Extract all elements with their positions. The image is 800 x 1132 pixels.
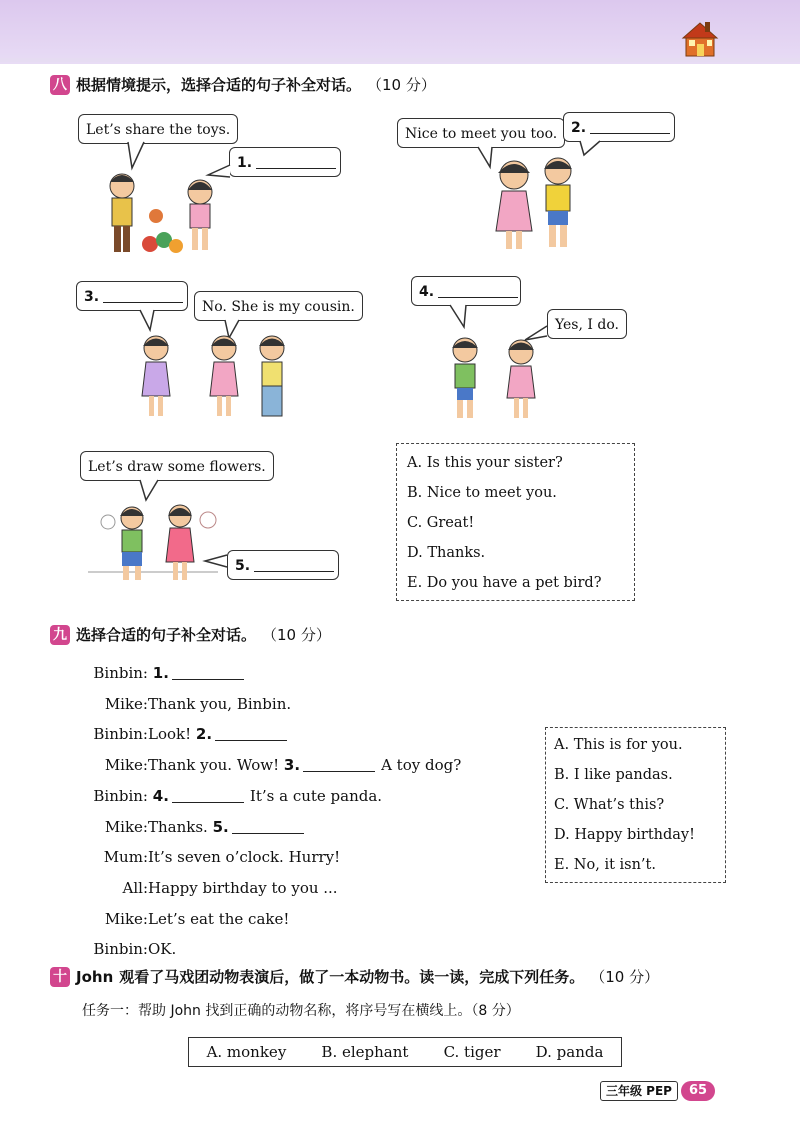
option-8-d: D. Thanks. xyxy=(407,545,486,561)
answer-bubble-1 xyxy=(229,147,341,177)
task-1-instruction: 任务一：帮助 John 找到正确的动物名称，将序号写在横线上。（8 分） xyxy=(82,1003,520,1019)
grade-label: 三年级 PEP xyxy=(600,1081,678,1101)
dialogue-blank-line[interactable] xyxy=(172,665,244,680)
option-9-b: B. I like pandas. xyxy=(554,767,673,783)
dialogue-line xyxy=(0,750,461,780)
blank-5-num: 5. xyxy=(235,558,251,574)
option-8-e: E. Do you have a pet bird? xyxy=(407,575,602,591)
option-9-d: D. Happy birthday! xyxy=(554,827,695,843)
dialogue-speaker: Binbin: xyxy=(93,664,148,682)
dialogue-blank-number: 3. xyxy=(283,756,301,775)
dialogue-line xyxy=(0,719,293,749)
page-footer xyxy=(600,1080,715,1102)
dialogue-text-after: A toy dog? xyxy=(381,756,462,775)
dialogue-blank-number: 5. xyxy=(212,817,229,836)
blank-1-num: 1. xyxy=(237,155,253,171)
dialogue-line xyxy=(0,812,310,842)
option-8-b: B. Nice to meet you. xyxy=(407,485,557,501)
dialogue-blank-line[interactable] xyxy=(215,726,287,741)
animal-names-box xyxy=(188,1037,622,1067)
section10-badge: 十 xyxy=(50,967,70,987)
bubble-1: Let’s share the toys. xyxy=(78,114,238,144)
dialogue-text: Let’s eat the cake! xyxy=(148,909,290,928)
dialogue-speaker: Mike: xyxy=(104,756,148,775)
blank-1-line[interactable] xyxy=(256,154,336,169)
section10-points: （10 分） xyxy=(590,968,660,986)
dialogue-line xyxy=(0,873,338,903)
blank-5-line[interactable] xyxy=(254,557,334,572)
dialogue-speaker: Binbin: xyxy=(93,725,148,744)
blank-4-line[interactable] xyxy=(438,283,518,298)
section10-header xyxy=(50,966,659,987)
dialogue-text: Happy birthday to you ... xyxy=(148,878,338,897)
dialogue-text: Thank you, Binbin. xyxy=(148,694,292,713)
dialogue-line xyxy=(0,842,340,872)
section9-title: 选择合适的句子补全对话。 xyxy=(76,626,257,644)
dialogue-text: Thanks. xyxy=(148,817,208,836)
blank-3-line[interactable] xyxy=(103,288,183,303)
page-number: 65 xyxy=(681,1081,715,1101)
dialogue-speaker: Mike: xyxy=(104,909,148,928)
bubble-tail xyxy=(128,142,148,172)
section8-badge: 八 xyxy=(50,75,70,95)
section8-title: 根据情境提示，选择合适的句子补全对话。 xyxy=(76,76,362,94)
dialogue-blank-line[interactable] xyxy=(232,819,304,834)
dialogue-line xyxy=(0,904,289,934)
section10-title: 观看了马戏团动物表演后，做了一本动物书。读一读，完成下列任务。 xyxy=(119,968,585,986)
blank-3-num: 3. xyxy=(84,289,100,305)
blank-2-line[interactable] xyxy=(590,119,670,134)
kids-greeting-illustration xyxy=(488,155,580,255)
boy-and-girl-illustration xyxy=(445,336,545,422)
bubble-3: No. She is my cousin. xyxy=(194,291,363,321)
dialogue-blank-line[interactable] xyxy=(172,788,244,803)
dialogue-line xyxy=(0,781,382,811)
bubble-tail xyxy=(450,305,470,331)
dialogue-speaker: Mum: xyxy=(103,848,148,867)
answer-bubble-2 xyxy=(563,112,675,142)
dialogue-text-after: It’s a cute panda. xyxy=(249,786,383,805)
kids-sharing-toys-illustration xyxy=(100,170,230,265)
dialogue-speaker: Binbin: xyxy=(93,940,148,959)
animal-option-d: D. panda xyxy=(535,1043,604,1061)
section8-points: （10 分） xyxy=(367,76,436,94)
animal-option-a: A. monkey xyxy=(206,1043,287,1061)
section8-header xyxy=(50,74,436,95)
dialogue-line xyxy=(0,689,291,719)
section9-header xyxy=(50,624,331,645)
section9-badge: 九 xyxy=(50,625,70,645)
dialogue-text: Look! xyxy=(148,725,192,744)
bubble-4: Yes, I do. xyxy=(547,309,627,339)
section9-options-box xyxy=(545,727,726,883)
dialogue-speaker: Mike: xyxy=(104,694,148,713)
dialogue-text: Thank you. Wow! xyxy=(148,756,280,775)
bubble-2: Nice to meet you too. xyxy=(397,118,565,148)
dialogue-line xyxy=(0,658,250,688)
house-icon xyxy=(680,18,720,58)
answer-bubble-3 xyxy=(76,281,188,311)
dialogue-blank-number: 4. xyxy=(152,786,169,805)
bubble-5: Let’s draw some flowers. xyxy=(80,451,274,481)
dialogue-text: It’s seven o’clock. Hurry! xyxy=(148,848,341,867)
dialogue-speaker: All: xyxy=(122,878,148,897)
dialogue-speaker: Mike: xyxy=(104,817,148,836)
section10-title-en: John xyxy=(76,967,114,986)
dialogue-blank-number: 2. xyxy=(195,725,213,744)
answer-bubble-4 xyxy=(411,276,521,306)
dialogue-text: OK. xyxy=(148,940,177,959)
three-girls-illustration xyxy=(138,332,298,422)
option-8-c: C. Great! xyxy=(407,515,475,531)
dialogue-blank-line[interactable] xyxy=(303,757,375,772)
kids-drawing-flowers-illustration xyxy=(88,500,228,590)
option-9-e: E. No, it isn’t. xyxy=(554,857,656,873)
section9-points: （10 分） xyxy=(262,626,331,644)
animal-option-b: B. elephant xyxy=(321,1043,409,1061)
dialogue-line xyxy=(0,934,176,964)
blank-2-num: 2. xyxy=(571,120,587,136)
answer-bubble-5 xyxy=(227,550,339,580)
bubble-tail xyxy=(140,310,160,334)
animal-option-c: C. tiger xyxy=(443,1043,501,1061)
blank-4-num: 4. xyxy=(419,284,435,300)
header-line xyxy=(0,58,800,62)
dialogue-speaker: Binbin: xyxy=(93,786,148,805)
option-9-c: C. What’s this? xyxy=(554,797,665,813)
option-9-a: A. This is for you. xyxy=(554,737,683,753)
dialogue-blank-number: 1. xyxy=(152,664,169,682)
option-8-a: A. Is this your sister? xyxy=(407,455,563,471)
section8-options-box xyxy=(396,443,635,601)
bubble-tail xyxy=(580,141,604,159)
